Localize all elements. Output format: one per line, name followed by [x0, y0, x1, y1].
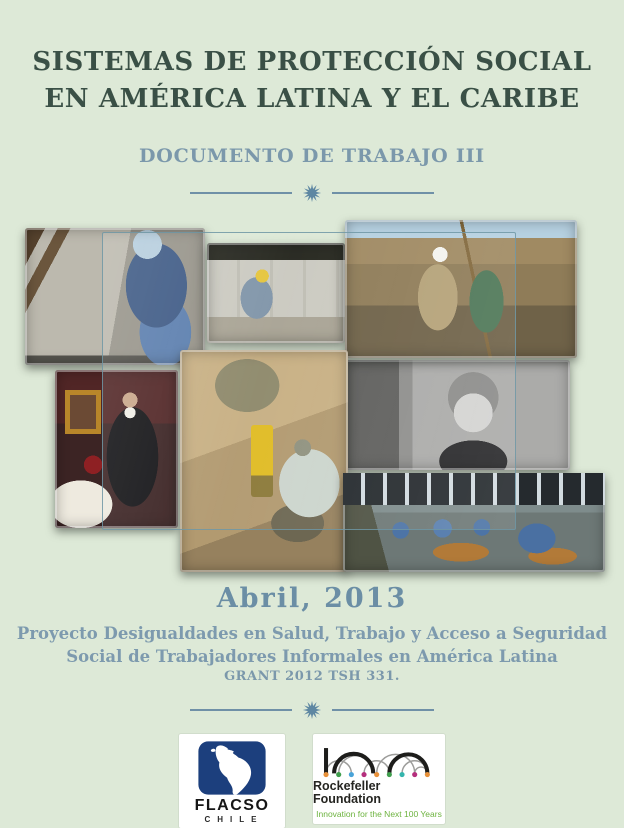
flacso-wordmark: FLACSO [194, 797, 270, 814]
arch-feet-dots [323, 772, 430, 777]
grant-number: GRANT 2012 TSH 331. [224, 669, 400, 684]
divider-line [190, 709, 292, 711]
divider-line [332, 192, 434, 194]
flacso-logo [179, 734, 285, 828]
divider-line [190, 192, 292, 194]
flacso-country-label: CHILE [204, 815, 264, 824]
glass-pane-overlay [102, 232, 516, 530]
flacso-map-icon [197, 740, 267, 796]
project-line-2: Social de Trabajadores Informales en América Latina [66, 647, 558, 666]
star-ornament-icon [301, 182, 323, 204]
project-line-1: Proyecto Desigualdades en Salud, Trabajo y Acceso a Seguridad [16, 624, 608, 643]
project-title [0, 622, 624, 668]
document-subtitle: DOCUMENTO DE TRABAJO III [139, 145, 485, 167]
ornament-divider-top [0, 181, 624, 205]
framed-portrait [65, 390, 101, 434]
rockefeller-wordmark: Rockefeller Foundation [313, 779, 382, 806]
publication-date: Abril, 2013 [216, 583, 408, 614]
ornament-divider-bottom [0, 698, 624, 722]
partner-logos [0, 734, 624, 828]
star-ornament-icon [301, 699, 323, 721]
rockefeller-arches-icon [320, 740, 438, 778]
rockefeller-tagline: Innovation for the Next 100 Years [316, 809, 442, 819]
photo-collage [20, 220, 605, 573]
page-title [0, 0, 624, 118]
divider-line [332, 709, 434, 711]
title-line-2: EN AMÉRICA LATINA Y EL CARIBE [44, 84, 580, 114]
rockefeller-logo [313, 734, 445, 824]
title-line-1: SISTEMAS DE PROTECCIÓN SOCIAL [32, 47, 592, 77]
